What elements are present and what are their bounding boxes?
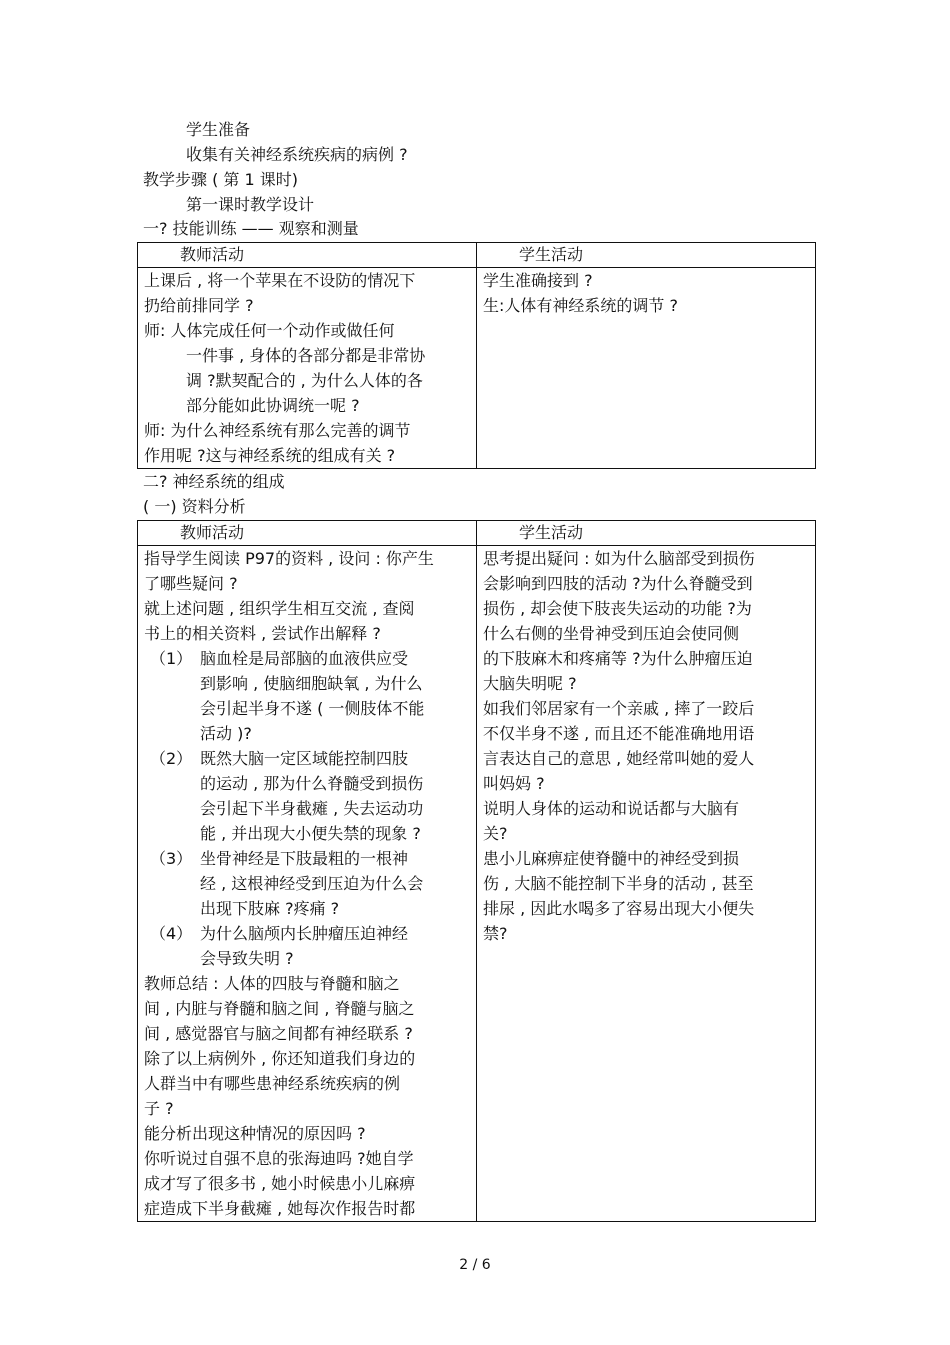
student-activity-cell: [477, 546, 816, 1222]
question-item-3: [144, 846, 476, 921]
student-line: 说明人身体的运动和说话都与大脑有: [483, 799, 740, 818]
teacher-line: 子 ?: [144, 1099, 174, 1118]
student-line: 的下肢麻木和疼痛等 ?为什么肿瘤压迫: [483, 649, 753, 668]
teacher-line: 人群当中有哪些患神经系统疾病的例: [144, 1074, 401, 1093]
question-item-2: [144, 746, 476, 846]
teacher-header: 教师活动: [180, 523, 245, 542]
teacher-header-cell: [138, 243, 477, 268]
teacher-activity-cell: [138, 546, 477, 1222]
question-line: 会引起下半身截瘫 , 失去运动功: [200, 799, 424, 818]
section1-table: [137, 242, 816, 469]
question-number: （4）: [150, 924, 193, 943]
question-line: 活动 )?: [200, 724, 252, 743]
question-item-4: [144, 921, 476, 971]
teacher-line: 间 , 内脏与脊髓和脑之间 , 脊髓与脑之: [144, 999, 415, 1018]
student-line: 禁?: [483, 924, 508, 943]
student-line: 思考提出疑问 : 如为什么脑部受到损伤: [483, 549, 755, 568]
question-line: 坐骨神经是下肢最粗的一根神: [200, 849, 409, 868]
teacher-line: 部分能如此协调统一呢 ?: [186, 396, 360, 415]
student-line: 会影响到四肢的活动 ?为什么脊髓受到: [483, 574, 753, 593]
table-header-row: [138, 243, 816, 268]
question-line: 到影响 , 使脑细胞缺氧 , 为什么: [200, 674, 423, 693]
teacher-line: 调 ?默契配合的 , 为什么人体的各: [186, 371, 423, 390]
teacher-line: 书上的相关资料 , 尝试作出解释 ?: [144, 624, 381, 643]
question-line: 能 , 并出现大小便失禁的现象 ?: [200, 824, 421, 843]
teacher-line: 症造成下半身截瘫 , 她每次作报告时都: [144, 1199, 416, 1218]
student-header-cell: [477, 243, 816, 268]
teacher-header: 教师活动: [180, 245, 245, 264]
question-line: 会导致失明 ?: [200, 949, 294, 968]
teacher-line: 扔给前排同学 ?: [144, 296, 254, 315]
student-line: 叫妈妈 ?: [483, 774, 545, 793]
student-line: 不仅半身不遂 , 而且还不能准确地用语: [483, 724, 755, 743]
teacher-line: 你听说过自强不息的张海迪吗 ?她自学: [144, 1149, 414, 1168]
question-item-1: [144, 646, 476, 746]
teacher-line: 了哪些疑问 ?: [144, 574, 238, 593]
student-activity-cell: [477, 268, 816, 469]
question-line: 会引起半身不遂 ( 一侧肢体不能: [200, 699, 425, 718]
student-line: 学生准确接到 ?: [483, 271, 593, 290]
student-line: 生:人体有神经系统的调节 ?: [483, 296, 678, 315]
teacher-line: 指导学生阅读 P97的资料 , 设问 : 你产生: [144, 549, 434, 568]
question-line: 经 , 这根神经受到压迫为什么会: [200, 874, 424, 893]
teacher-line: 就上述问题 , 组织学生相互交流 , 查阅: [144, 599, 415, 618]
teacher-line: 一件事 , 身体的各部分都是非常协: [186, 346, 426, 365]
student-line: 什么右侧的坐骨神受到压迫会使同侧: [483, 624, 740, 643]
question-line: 既然大脑一定区域能控制四肢: [200, 749, 409, 768]
table-header-row: [138, 521, 816, 546]
question-line: 脑血栓是局部脑的血液供应受: [200, 649, 409, 668]
teacher-line: 上课后 , 将一个苹果在不设防的情况下: [144, 271, 416, 290]
teacher-line: 能分析出现这种情况的原因吗 ?: [144, 1124, 366, 1143]
question-line: 出现下肢麻 ?疼痛 ?: [200, 899, 340, 918]
question-line: 为什么脑颅内长肿瘤压迫神经: [200, 924, 409, 943]
student-line: 言表达自己的意思 , 她经常叫她的爱人: [483, 749, 755, 768]
table-row: [138, 268, 816, 469]
teacher-line: 师: 为什么神经系统有那么完善的调节: [144, 421, 411, 440]
student-header: 学生活动: [519, 523, 584, 542]
student-line: 伤 , 大脑不能控制下半身的活动 , 甚至: [483, 874, 754, 893]
student-line: 损伤 , 却会使下肢丧失运动的功能 ?为: [483, 599, 752, 618]
teacher-line: 除了以上病例外 , 你还知道我们身边的: [144, 1049, 416, 1068]
teacher-line: 师: 人体完成任何一个动作或做任何: [144, 321, 395, 340]
section2-subtitle: ( 一) 资料分析: [143, 497, 246, 516]
lesson-title: 第一课时教学设计: [186, 195, 315, 214]
question-number: （1）: [150, 649, 193, 668]
student-line: 关?: [483, 824, 508, 843]
question-line: 的运动 , 那为什么脊髓受到损伤: [200, 774, 424, 793]
student-line: 患小儿麻痹症使脊髓中的神经受到损: [483, 849, 740, 868]
table-row: [138, 546, 816, 1222]
teacher-header-cell: [138, 521, 477, 546]
student-line: 如我们邻居家有一个亲戚 , 摔了一跤后: [483, 699, 755, 718]
question-number: （2）: [150, 749, 193, 768]
steps-title: 教学步骤 ( 第 1 课时): [143, 170, 299, 189]
student-line: 排尿 , 因此水喝多了容易出现大小便失: [483, 899, 755, 918]
prep-title: 学生准备: [186, 120, 251, 139]
teacher-line: 成才写了很多书 , 她小时候患小儿麻痹: [144, 1174, 416, 1193]
question-number: （3）: [150, 849, 193, 868]
section2-title: 二? 神经系统的组成: [143, 472, 285, 491]
student-header-cell: [477, 521, 816, 546]
teacher-line: 间 , 感觉器官与脑之间都有神经联系 ?: [144, 1024, 413, 1043]
page-number: 2 / 6: [459, 1257, 491, 1273]
student-line: 大脑失明呢 ?: [483, 674, 577, 693]
teacher-activity-cell: [138, 268, 477, 469]
section2-table: [137, 520, 816, 1222]
teacher-line: 教师总结 : 人体的四肢与脊髓和脑之: [144, 974, 400, 993]
student-header: 学生活动: [519, 245, 584, 264]
teacher-line: 作用呢 ?这与神经系统的组成有关 ?: [144, 446, 396, 465]
section1-title: 一? 技能训练 —— 观察和测量: [143, 219, 359, 238]
prep-item: 收集有关神经系统疾病的病例 ?: [186, 145, 408, 164]
